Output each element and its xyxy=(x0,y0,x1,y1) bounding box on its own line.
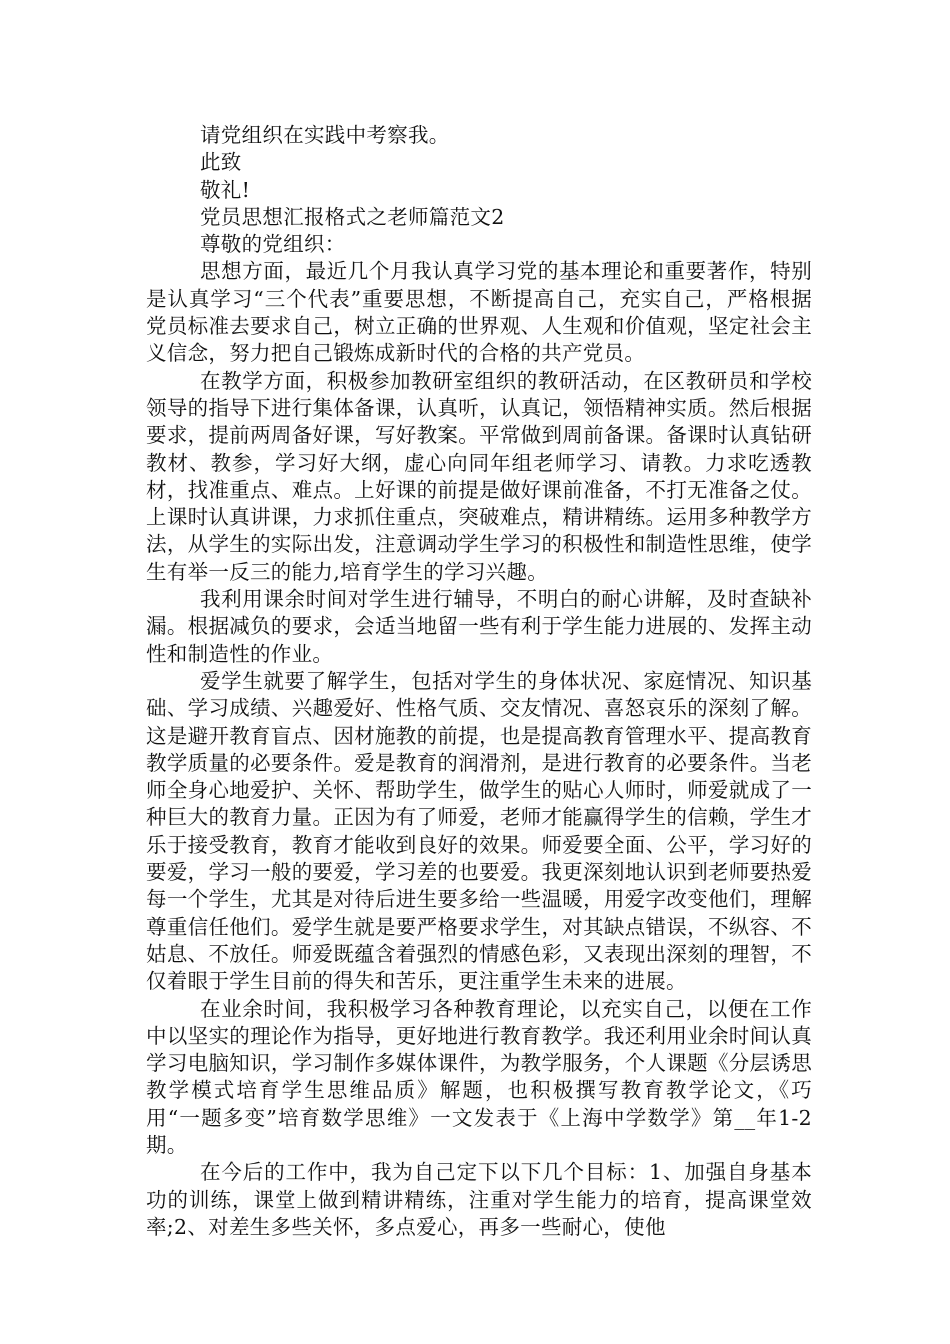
paragraph-love-students: 爱学生就要了解学生，包括对学生的身体状况、家庭情况、知识基础、学习成绩、兴趣爱好、性格气质、交友情况、喜怒哀乐的深刻了解。这是避开教育盲点、因材施教的前提，也是提高教育管理水平、提高教育教学质量的必要条件。爱是教育的润滑剂，是进行教育的必要条件。当老师全身心地爱护、关怀、帮助学生，做学生的贴心人师时，师爱就成了一种巨大的教育力量。正因为有了师爱，老师才能赢得学生的信赖，学生才乐于接受教育，教育才能收到良好的效果。师爱要全面、公平，学习好的要爱，学习一般的要爱，学习差的也要爱。我更深刻地认识到老师要热爱每一个学生，尤其是对待后进生要多给一些温暖，用爱字改变他们，理解尊重信任他们。爱学生就是要严格要求学生，对其缺点错误，不纵容、不姑息、不放任。师爱既蕴含着强烈的情感色彩，又表现出深刻的理智，不仅着眼于学生目前的得失和苦乐，更注重学生未来的进展。 xyxy=(146,668,812,994)
salutation-jingli: 敬礼! xyxy=(200,177,251,202)
paragraph-teaching: 在教学方面，积极参加教研室组织的教研活动，在区教研员和学校领导的指导下进行集体备课，认真听，认真记，领悟精神实质。然后根据要求，提前两周备好课，写好教案。平常做到周前备课。备课时认真钻研教材、教参，学习好大纲，虚心向同年组老师学习、请教。力求吃透教材，找准重点、难点。上好课的前提是做好课前准备，不打无准备之仗。上课时认真讲课，力求抓住重点，突破难点，精讲精练。运用多种教学方法，从学生的实际出发，注意调动学生学习的积极性和制造性思维，使学生有举一反三的能力,培育学生的学习兴趣。 xyxy=(146,368,812,584)
paragraph-tutoring: 我利用课余时间对学生进行辅导，不明白的耐心讲解，及时查缺补漏。根据减负的要求，会适当地留一些有利于学生能力进展的、发挥主动性和制造性的作业。 xyxy=(146,587,812,666)
paragraph-spare-time: 在业余时间，我积极学习各种教育理论，以充实自己，以便在工作中以坚实的理论作为指导，更好地进行教育教学。我还利用业余时间认真学习电脑知识，学习制作多媒体课件，为教学服务，个人课题《分层诱思教学模式培育学生思维品质》解题，也积极撰写教育教学论文，《巧用“一题多变”培育数学思维》一文发表于《上海中学数学》第__年1-2期。 xyxy=(146,996,812,1157)
document-body xyxy=(146,122,812,1241)
section-title: 党员思想汇报格式之老师篇范文2 xyxy=(200,204,505,229)
paragraph-thought: 思想方面，最近几个月我认真学习党的基本理论和重要著作，特别是认真学习“三个代表”重要思想，不断提高自己，充实自己，严格根据党员标准去要求自己，树立正确的世界观、人生观和价值观，坚定社会主义信念，努力把自己锻炼成新时代的合格的共产党员。 xyxy=(146,259,812,366)
paragraph-goals: 在今后的工作中，我为自己定下以下几个目标：1、加强自身基本功的训练，课堂上做到精讲精练，注重对学生能力的培育，提高课堂效率;2、对差生多些关怀，多点爱心，再多一些耐心，使他 xyxy=(146,1160,812,1239)
closing-sentence: 请党组织在实践中考察我。 xyxy=(200,123,450,147)
greeting: 尊敬的党组织： xyxy=(200,232,346,257)
salutation-cizhi: 此致 xyxy=(200,150,242,175)
